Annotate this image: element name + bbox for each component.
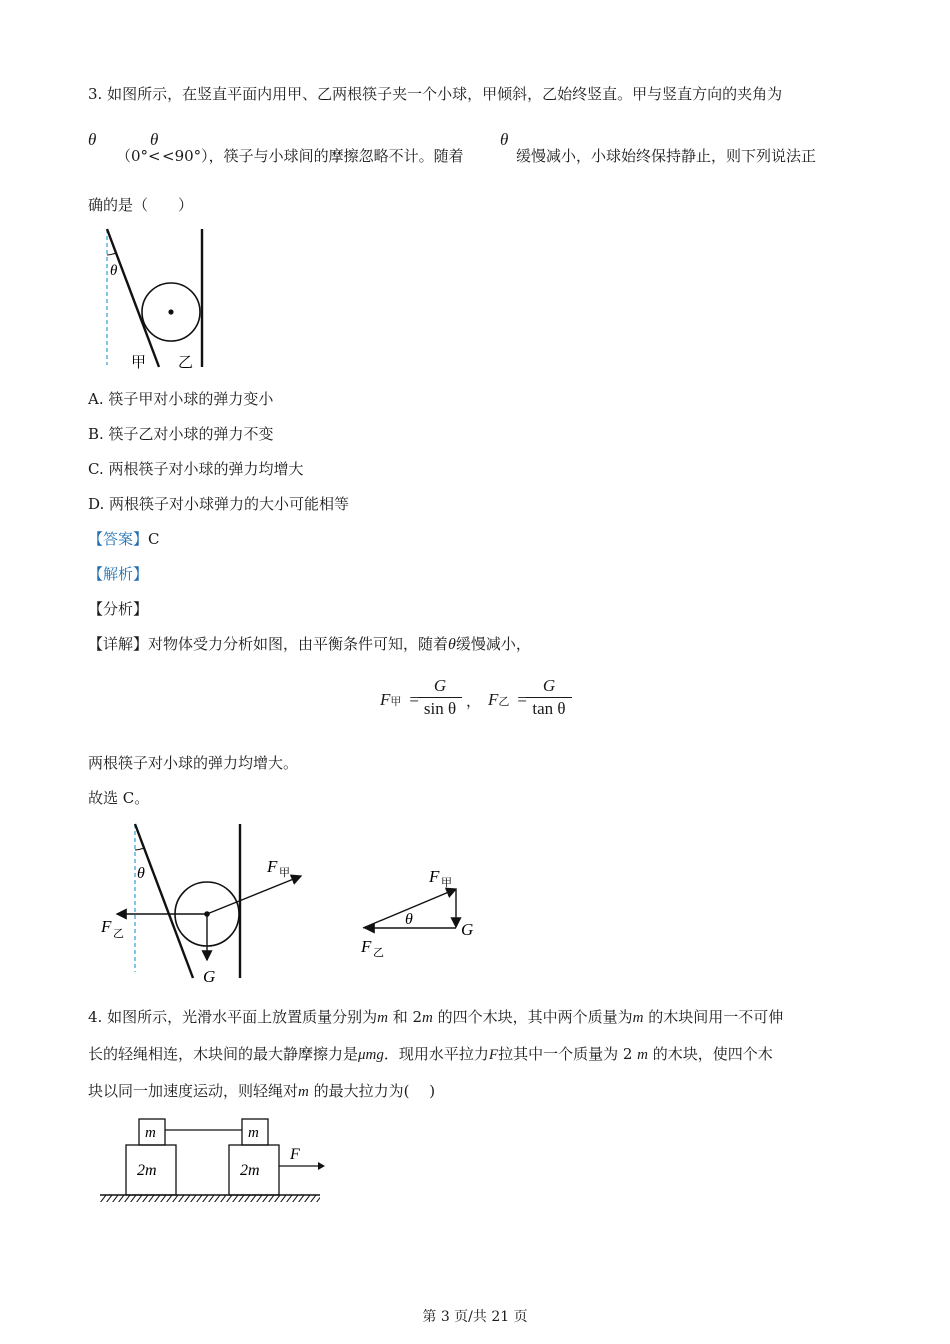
q3-line3: 确的是（ ） [88,196,194,214]
q3-theta-symbol: θ [88,130,97,149]
tri-label-g: G [461,920,474,939]
label-m-left: m [145,1125,156,1141]
svg-text:甲: 甲 [441,877,452,889]
blocks-figure [100,1115,330,1210]
chopstick-jia [107,229,159,367]
chopstick-jia [135,824,193,978]
ball-center [168,309,173,314]
label-g: G [203,967,216,986]
label-m-right: m [248,1125,259,1141]
theta-arc [107,253,116,255]
page-footer: 第 3 页/共 21 页 [422,1309,528,1325]
q3-detail: 【详解】对物体受力分析如图，由平衡条件可知，随着θ缓慢减小， [88,635,531,653]
q3-line2: （0°< [116,147,161,165]
q3-line1: 3. 如图所示，在竖直平面内用甲、乙两根筷子夹一个小球，甲倾斜，乙始终竖直。甲与竖直方向的夹角为 [88,85,783,103]
q3-option-b: B. 筷子乙对小球的弹力不变 [88,425,274,443]
force-analysis-figure [95,820,335,990]
q3-chopsticks-figure [98,225,218,373]
answer-tag: 【答案】 [88,530,149,548]
svg-text:甲: 甲 [279,867,290,879]
svg-text:乙: 乙 [113,928,124,940]
label-f-jia: F [267,857,278,876]
tri-label-f-yi: F [361,937,372,956]
answer-value: C [148,530,160,548]
q3-analysis-tag: 【解析】 [88,565,149,583]
q3-theta-symbol-3: θ [500,130,509,149]
svg-text:乙: 乙 [373,947,384,959]
q3-choose: 故选 C。 [88,789,150,807]
tri-label-theta: θ [405,911,413,928]
force-f-jia-arrow [207,876,301,914]
q4-line1: 4. 如图所示，光滑水平面上放置质量分别为m 和 2m 的四个木块，其中两个质量为m 的木块间用一不可伸 [88,1008,784,1026]
label-f: F [290,1146,300,1163]
equation-comma: ， [466,692,482,710]
q4-line2: 长的轻绳相连，木块间的最大静摩擦力是μmg．现用水平拉力F拉其中一个质量为 2 m 的木块，使四个木 [88,1045,773,1063]
q3-option-d: D. 两根筷子对小球弹力的大小可能相等 [88,495,350,513]
q3-option-c: C. 两根筷子对小球的弹力均增大 [88,460,304,478]
ground-hatch [100,1195,320,1202]
force-triangle-figure [355,860,495,960]
equation-f-yi-left: F乙 = [488,690,527,709]
label-jia: 甲 [131,355,147,371]
q3-option-a: A. 筷子甲对小球的弹力变小 [88,390,274,408]
fraction-g-over-sin: G sin θ [418,676,462,719]
theta-label: θ [137,865,145,882]
label-2m-right: 2m [240,1162,260,1179]
label-yi: 乙 [178,355,194,371]
q3-theta-symbol-2: θ [150,130,159,149]
label-2m-left: 2m [137,1162,157,1179]
label-f-yi: F [101,917,112,936]
q3-fenxi-tag: 【分析】 [88,600,149,618]
tri-label-f-jia: F [429,867,440,886]
q4-line3: 块以同一加速度运动，则轻绳对m 的最大拉力为( ) [88,1082,436,1100]
fraction-g-over-tan: G tan θ [526,676,572,719]
q3-line2-tail: 缓慢减小，小球始终保持静止，则下列说法正 [516,147,817,165]
q3-line2-mid: <90°），筷子与小球间的摩擦忽略不计。随着 [162,147,464,165]
q3-conclusion: 两根筷子对小球的弹力均增大。 [88,754,299,772]
theta-label: θ [110,263,118,279]
equation-f-jia-left: F甲 = [380,690,419,709]
q3-answer [88,528,160,549]
